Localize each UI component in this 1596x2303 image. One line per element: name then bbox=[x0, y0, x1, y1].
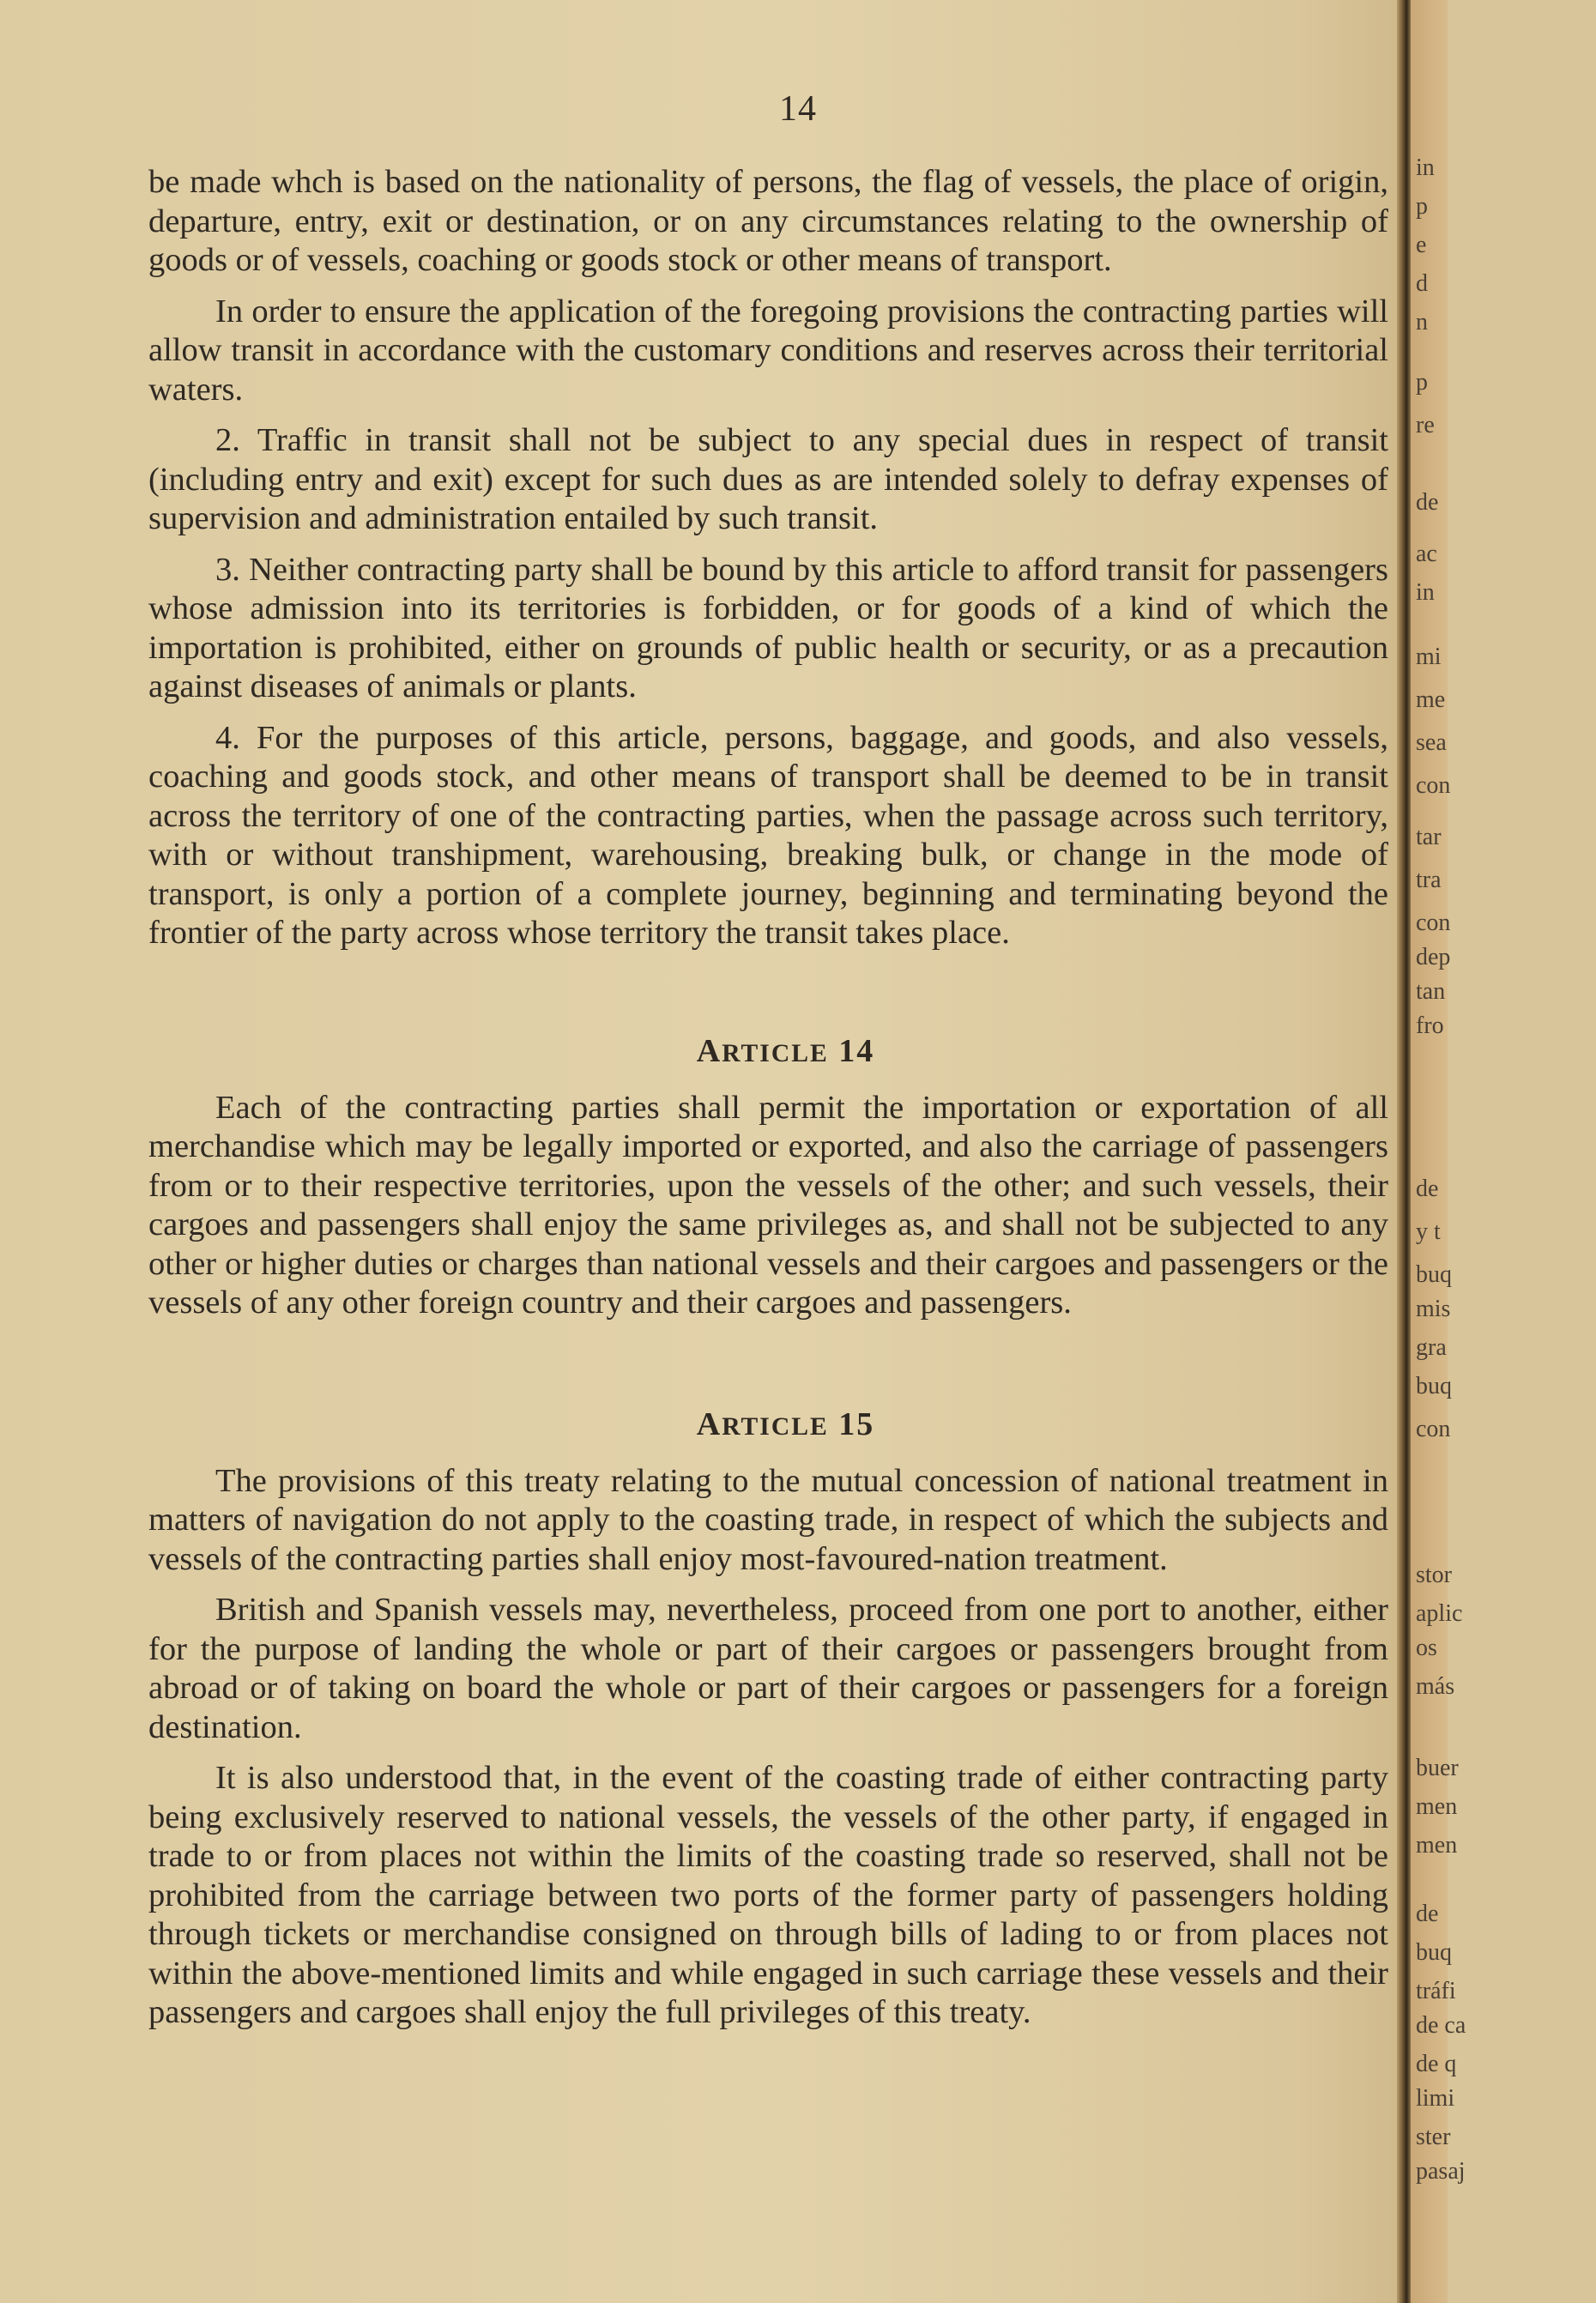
facing-page-text-fragment: buq bbox=[1416, 1261, 1452, 1288]
facing-page-text-fragment: tan bbox=[1416, 978, 1446, 1005]
facing-page-text-fragment: limi bbox=[1416, 2085, 1455, 2112]
article-15-paragraph-vessels: British and Spanish vessels may, nevertheless, proceed from one port to another, either for the purpose of landing the whole or part of their cargoes or passengers brought from abroad or of taking on board the whole or part of their cargoes or passengers for a foreign destination. bbox=[148, 1592, 1388, 1745]
facing-page-text-fragment: buer bbox=[1416, 1755, 1459, 1781]
facing-page-text-fragment: con bbox=[1416, 910, 1451, 936]
facing-page-text-fragment: con bbox=[1416, 772, 1451, 799]
paragraph-continuation: be made whch is based on the nationality of persons, the flag of vessels, the place of origin, departure, entry, exit or destination, or on any circumstances relating to the ownership of goods or of vessels, coaching or goods stock or other means of transport. bbox=[148, 164, 1388, 278]
paragraph-transit-waters: In order to ensure the application of the foregoing provisions the contracting parties will allow transit in accordance with the customary conditions and reserves across their territorial waters. bbox=[148, 293, 1388, 408]
facing-page-text-fragment: men bbox=[1416, 1793, 1458, 1820]
facing-page-text-fragment: sea bbox=[1416, 729, 1447, 756]
facing-page-text-fragment: de bbox=[1416, 1901, 1439, 1927]
facing-page-text-fragment: dep bbox=[1416, 944, 1451, 970]
facing-page-text-fragment: n bbox=[1416, 309, 1428, 335]
paragraph-2-transit-dues: 2. Traffic in transit shall not be subject to any special dues in respect of transit (including entry and exit) except for such dues as are intended solely to defray expenses of supervision and administration entailed by such transit. bbox=[148, 422, 1388, 536]
book-spine-shadow bbox=[1397, 0, 1411, 2303]
facing-page-text-fragment: mi bbox=[1416, 644, 1442, 670]
facing-page-text-fragment: con bbox=[1416, 1416, 1451, 1442]
paragraph-3-admission: 3. Neither contracting party shall be bound by this article to afford transit for passengers whose admission into its territories is forbidden, or for goods of a kind of which the importation is prohibited, either on grounds of public health or security, or as a precaution against diseases of animals or plants. bbox=[148, 551, 1388, 704]
facing-page-text-fragment: de bbox=[1416, 489, 1439, 516]
facing-page-text-fragment: aplic bbox=[1416, 1600, 1463, 1627]
heading-number: 14 bbox=[838, 1032, 875, 1069]
facing-page-text-fragment: tra bbox=[1416, 867, 1442, 893]
article-15-paragraph-reserved: It is also understood that, in the event of the coasting trade of either contracting party being exclusively reserved to national vessels, the vessels of the other party, if engaged in trade to or from places not within the limits of the coasting trade so reserved, shall not be prohibited from the carriage between two ports of the former party of passengers holding through tickets or merchandise consigned on through bills of lading to or from places not within the above-mentioned limits and while engaged in such carriage these vessels and their passengers and cargoes shall enjoy the full privileges of this treaty. bbox=[148, 1760, 1388, 2030]
facing-page-text-fragment: ac bbox=[1416, 541, 1437, 567]
section-continued bbox=[148, 163, 1388, 953]
facing-page-text-fragment: stor bbox=[1416, 1562, 1452, 1588]
heading-initial: A bbox=[696, 1405, 722, 1442]
page-number: 14 bbox=[779, 89, 817, 129]
article-15-paragraph-coasting: The provisions of this treaty relating to the mutual concession of national treatment in matters of navigation do not apply to the coasting trade, in respect of which the subjects and vessels of the contracting parties shall enjoy most-favoured-nation treatment. bbox=[148, 1462, 1388, 1577]
heading-smallcaps: RTICLE bbox=[722, 1412, 829, 1441]
facing-page-edge bbox=[1411, 0, 1466, 2303]
facing-page-text-fragment: buq bbox=[1416, 1939, 1452, 1966]
facing-page-text-fragment: mis bbox=[1416, 1296, 1451, 1322]
facing-page-text-fragment: p bbox=[1416, 193, 1428, 220]
heading-number: 15 bbox=[838, 1405, 875, 1442]
page-body bbox=[148, 163, 1388, 2045]
facing-page-text-fragment: tar bbox=[1416, 824, 1442, 850]
facing-page-text-fragment: men bbox=[1416, 1832, 1458, 1859]
facing-page-text-fragment: ster bbox=[1416, 2124, 1451, 2150]
facing-page-text-fragment: p bbox=[1416, 369, 1428, 396]
facing-page-text-fragment: d bbox=[1416, 270, 1428, 297]
facing-page-text-fragment: gra bbox=[1416, 1334, 1447, 1361]
facing-page-text-fragment: de q bbox=[1416, 2051, 1457, 2077]
facing-page-text-fragment: buq bbox=[1416, 1373, 1452, 1399]
facing-page-text-fragment: re bbox=[1416, 412, 1435, 438]
facing-page-text-fragment: in bbox=[1416, 579, 1435, 606]
article-14-section bbox=[148, 1032, 1388, 1323]
facing-page-text-fragment: me bbox=[1416, 686, 1446, 713]
heading-smallcaps: RTICLE bbox=[722, 1039, 829, 1067]
facing-page-text-fragment: tráfi bbox=[1416, 1978, 1456, 2004]
facing-page-text-fragment: os bbox=[1416, 1635, 1437, 1661]
facing-page-text-fragment: de bbox=[1416, 1176, 1439, 1202]
article-14-paragraph: Each of the contracting parties shall permit the importation or exportation of all merchandise which may be legally imported or exported, and also the carriage of passengers from or to their respective territories, upon the vessels of the other; and such vessels, their cargoes and passengers shall enjoy the same privileges as, and shall not be subjected to any other or higher duties or charges than national vessels and their cargoes and passengers or the vessels of any other foreign country and their cargoes and passengers. bbox=[148, 1089, 1388, 1321]
heading-initial: A bbox=[696, 1032, 722, 1069]
facing-page-text-fragment: más bbox=[1416, 1673, 1455, 1700]
article-15-section bbox=[148, 1405, 1388, 2033]
facing-page-text-fragment: in bbox=[1416, 154, 1435, 181]
facing-page-text-fragment: fro bbox=[1416, 1012, 1444, 1039]
facing-page-text-fragment: y t bbox=[1416, 1218, 1441, 1245]
facing-page-text-fragment: de ca bbox=[1416, 2012, 1466, 2039]
facing-page-text-fragment: pasaj bbox=[1416, 2158, 1466, 2185]
facing-page-text-fragment: e bbox=[1416, 232, 1427, 258]
article-14-heading bbox=[166, 1032, 1406, 1070]
article-15-heading bbox=[166, 1405, 1406, 1443]
paragraph-4-definition: 4. For the purposes of this article, persons, baggage, and goods, and also vessels, coaching and goods stock, and other means of transport shall be deemed to be in transit across the territory of one of the contracting parties, when the passage across such territory, with or without transhipment, warehousing, breaking bulk, or change in the mode of transport, is only a portion of a complete journey, beginning and terminating beyond the frontier of the party across whose territory the transit takes place. bbox=[148, 719, 1388, 951]
